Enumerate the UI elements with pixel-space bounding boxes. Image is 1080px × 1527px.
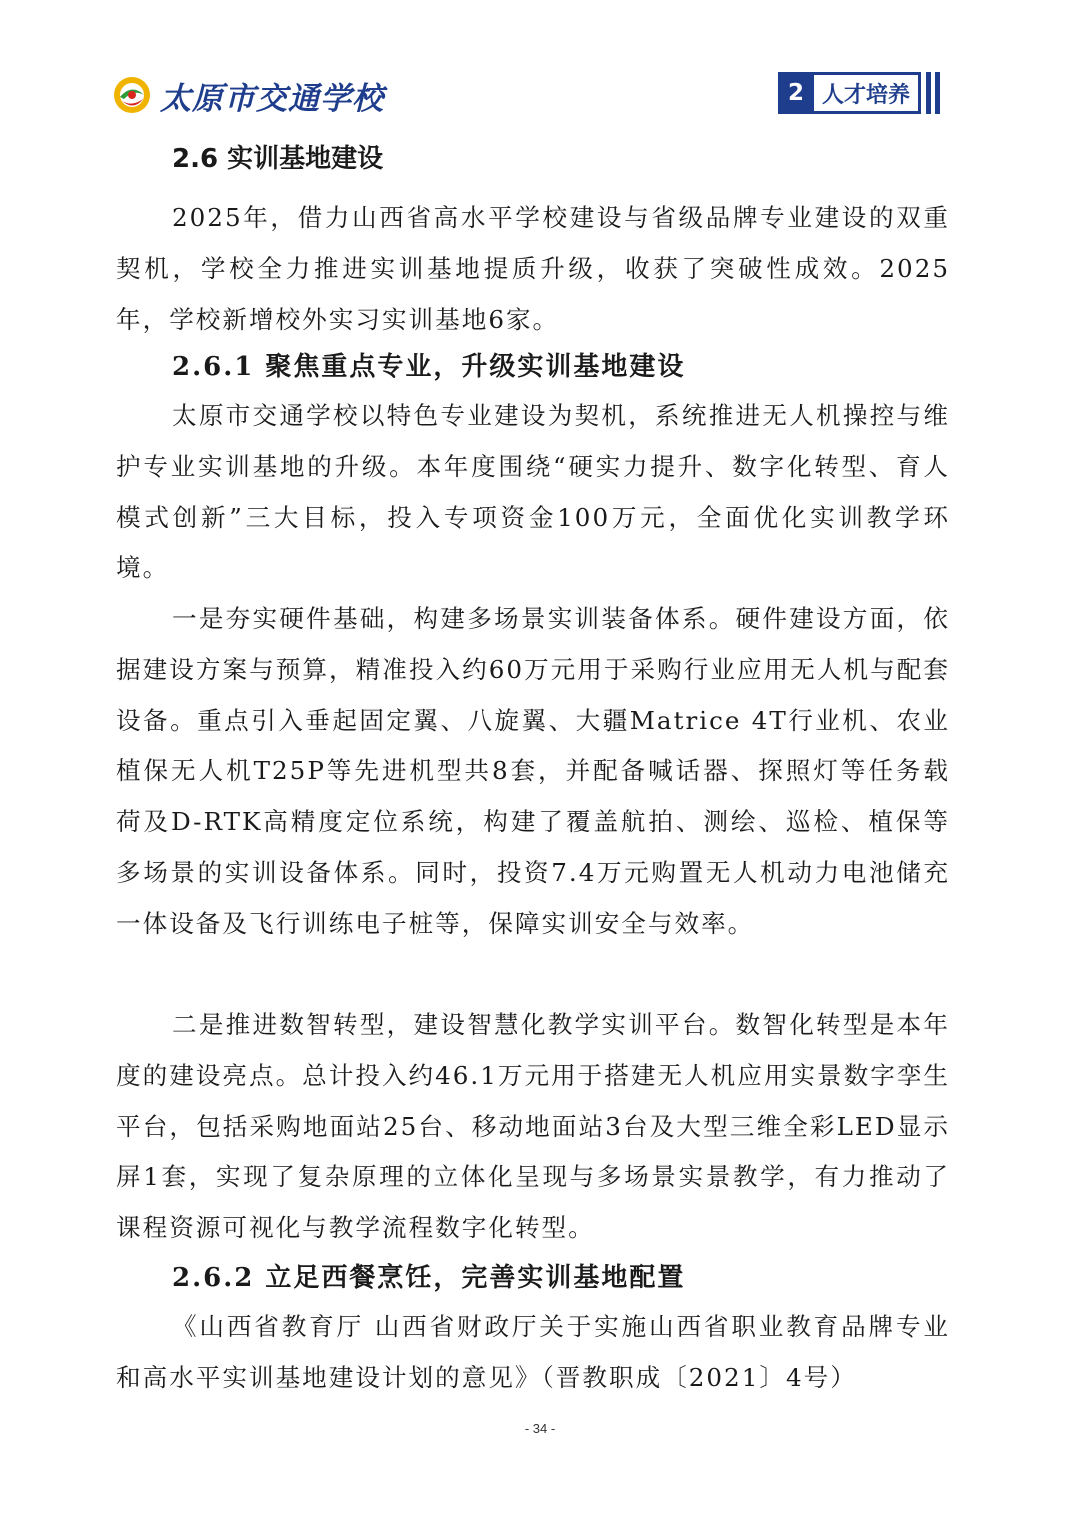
page-number: - 34 - xyxy=(524,1421,556,1436)
section-title: 人才培养 xyxy=(814,72,921,114)
paragraph-digital: 二是推进数智转型，建设智慧化教学实训平台。数智化转型是本年度的建设亮点。总计投入约46.1万元用于搭建无人机应用实景数字孪生平台，包括采购地面站25台、移动地面站3台及大型三维全彩LED显示屏1套，实现了复杂原理的立体化呈现与多场景实景教学，有力推动了课程资源可视化与教学流程数字化转型。 xyxy=(116,1010,950,1243)
tab-decoration-bar xyxy=(935,72,940,114)
school-emblem-icon xyxy=(112,75,152,115)
heading-2-6-1: 2.6.1 聚焦重点专业，升级实训基地建设 xyxy=(172,352,686,382)
heading-2-6: 2.6 实训基地建设 xyxy=(172,144,384,174)
school-logo xyxy=(112,72,384,118)
paragraph-policy: 《山西省教育厅 山西省财政厅关于实施山西省职业教育品牌专业和高水平实训基地建设计划的意见》（晋教职成〔2021〕4号） xyxy=(116,1312,950,1392)
paragraph-focus: 太原市交通学校以特色专业建设为契机，系统推进无人机操控与维护专业实训基地的升级。本年度围绕“硬实力提升、数字化转型、育人模式创新”三大目标，投入专项资金100万元，全面优化实训教学环境。 xyxy=(116,401,950,583)
section-tab xyxy=(778,72,940,114)
tab-decoration-bar xyxy=(926,72,931,114)
section-number: 2 xyxy=(778,72,814,114)
heading-2-6-2: 2.6.2 立足西餐烹饪，完善实训基地配置 xyxy=(172,1263,686,1293)
school-name: 太原市交通学校 xyxy=(160,80,384,117)
paragraph-hardware: 一是夯实硬件基础，构建多场景实训装备体系。硬件建设方面，依据建设方案与预算，精准投入约60万元用于采购行业应用无人机与配套设备。重点引入垂起固定翼、八旋翼、大疆Matrice 4T行业机、农业植保无人机T25P等先进机型共8套，并配备喊话器、探照灯等任务载荷及D-RTK高精度定位系统，构建了覆盖航拍、测绘、巡检、植保等多场景的实训设备体系。同时，投资7.4万元购置无人机动力电池储充一体设备及飞行训练电子桩等，保障实训安全与效率。 xyxy=(116,604,950,938)
paragraph-intro: 2025年，借力山西省高水平学校建设与省级品牌专业建设的双重契机，学校全力推进实训基地提质升级，收获了突破性成效。2025年，学校新增校外实习实训基地6家。 xyxy=(116,203,950,334)
